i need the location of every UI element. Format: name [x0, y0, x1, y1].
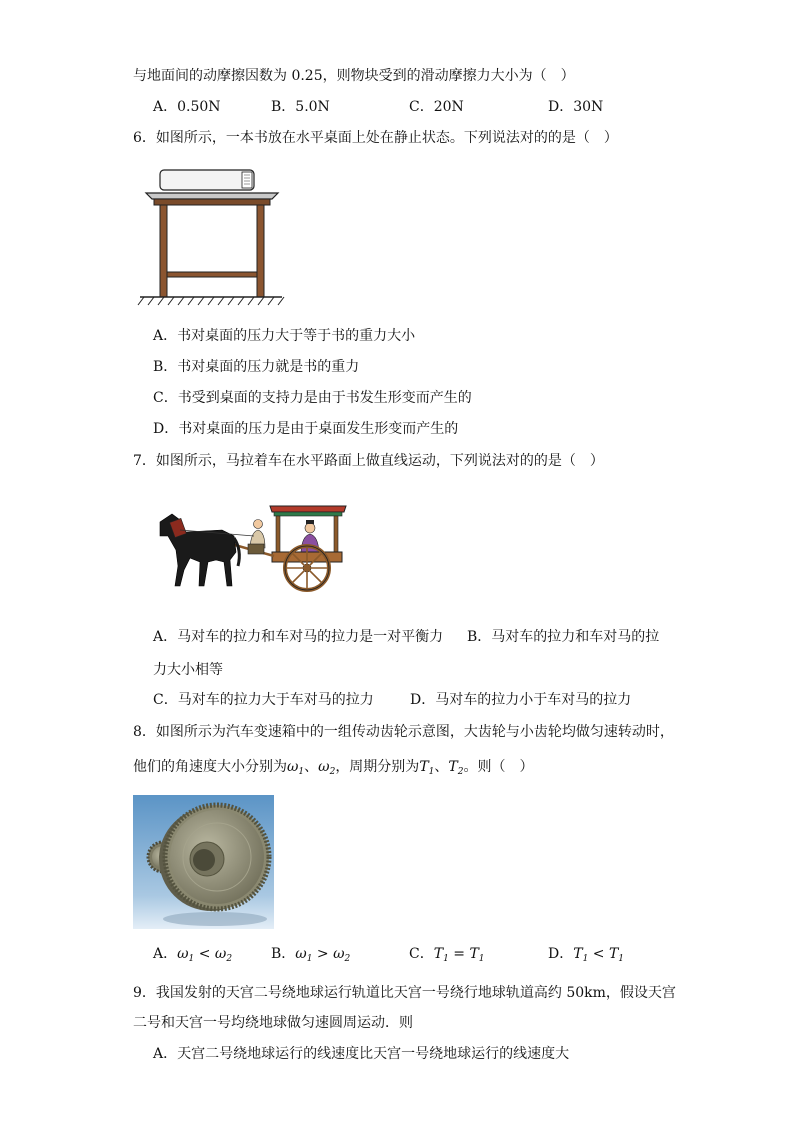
q5-option-d[interactable]: D．30N [548, 99, 604, 115]
q6-stem: 6．如图所示，一本书放在水平桌面上处在静止状态。下列说法对的的是（ ） [133, 130, 618, 146]
q8-stem-text-c: 。则（ ） [463, 759, 534, 775]
q9-option-a[interactable]: A．天宫二号绕地球运行的线速度比天宫一号绕地球运行的线速度大 [153, 1046, 570, 1062]
q5-stem-tail: 与地面间的动摩擦因数为 0.25，则物块受到的滑动摩擦力大小为（ ） [133, 68, 575, 84]
q8-option-d[interactable]: D．$T_1 < T_1$ [548, 946, 625, 964]
q6-option-d[interactable]: D．书对桌面的压力是由于桌面发生形变而产生的 [153, 421, 459, 437]
book-on-table-figure [136, 166, 286, 308]
q7-option-b-continued[interactable]: 力大小相等 [153, 662, 223, 678]
q7-option-b[interactable]: B．马对车的拉力和车对马的拉 [467, 629, 660, 645]
q8-option-b[interactable]: B．$\omega_1 > \omega_2$ [271, 946, 351, 964]
q5-option-b[interactable]: B．5.0N [271, 99, 330, 115]
horse-cart-figure [150, 500, 350, 594]
q8-stem-line2: 他们的角速度大小分别为$\omega_1$、$\omega_2$，周期分别为$T_1$、$T_2$。则（ ） [133, 759, 534, 777]
q7-stem: 7．如图所示，马拉着车在水平路面上做直线运动，下列说法对的的是（ ） [133, 453, 604, 469]
t-2-symbol: $T_2$ [448, 759, 464, 777]
t-1-symbol: $T_1$ [419, 759, 435, 777]
q6-option-a[interactable]: A．书对桌面的压力大于等于书的重力大小 [153, 328, 416, 344]
gears-figure [133, 795, 274, 929]
omega-1-symbol: $\omega_1$ [287, 759, 305, 777]
q5-option-c[interactable]: C．20N [409, 99, 464, 115]
q7-option-a[interactable]: A．马对车的拉力和车对马的拉力是一对平衡力 [153, 629, 444, 645]
q9-stem-line2: 二号和天宫一号均绕地球做匀速圆周运动．则 [133, 1015, 413, 1031]
q8-stem-text-b: ，周期分别为 [335, 759, 420, 775]
q6-option-c[interactable]: C．书受到桌面的支持力是由于书发生形变而产生的 [153, 390, 472, 406]
q9-stem-line1: 9．我国发射的天宫二号绕地球运行轨道比天宫一号绕行地球轨道高约 50km，假设天宫 [133, 985, 676, 1001]
q8-option-a[interactable]: A．$\omega_1 < \omega_2$ [153, 946, 233, 964]
q8-stem-line1: 8．如图所示为汽车变速箱中的一组传动齿轮示意图，大齿轮与小齿轮均做匀速转动时， [133, 724, 674, 740]
q8-stem-text-a: 他们的角速度大小分别为 [133, 759, 287, 775]
q7-option-d[interactable]: D．马对车的拉力小于车对马的拉力 [410, 692, 632, 708]
q8-option-c[interactable]: C．$T_1 = T_1$ [409, 946, 485, 964]
q6-option-b[interactable]: B．书对桌面的压力就是书的重力 [153, 359, 360, 375]
omega-2-symbol: $\omega_2$ [318, 759, 336, 777]
q7-option-c[interactable]: C．马对车的拉力大于车对马的拉力 [153, 692, 374, 708]
q5-option-a[interactable]: A．0.50N [153, 99, 221, 115]
